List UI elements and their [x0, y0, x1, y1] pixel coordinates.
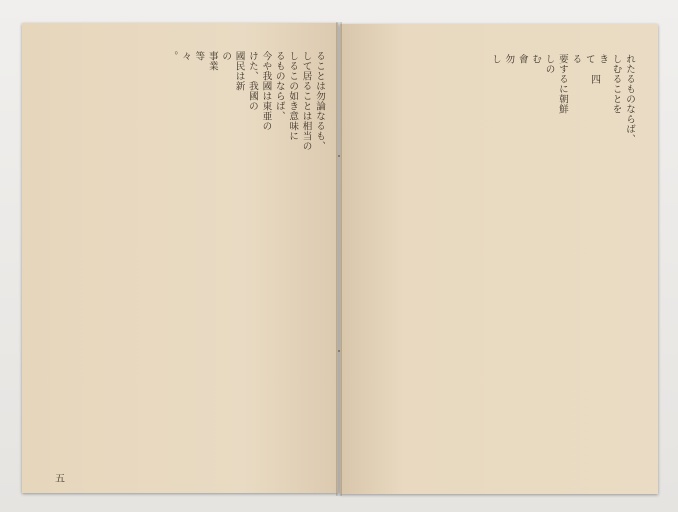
staple-hole	[338, 350, 340, 352]
right-page	[340, 24, 658, 494]
text-line: し	[489, 54, 501, 64]
text-line: ることは勿論なるも、	[314, 51, 325, 151]
text-line: る	[570, 54, 582, 64]
page-number: 四	[591, 75, 601, 86]
left-page-text	[36, 51, 326, 461]
left-page	[22, 23, 338, 493]
page-number: 五	[55, 474, 65, 485]
right-page-text	[354, 54, 636, 464]
text-line: 等	[193, 51, 205, 61]
text-line: む	[530, 54, 542, 64]
text-line: き	[597, 54, 609, 64]
text-line: 事業	[206, 51, 218, 71]
text-line: 要するに朝鮮	[556, 54, 568, 114]
text-line: して居ることは相当の	[300, 51, 312, 151]
staple-hole	[338, 155, 340, 157]
book-gutter	[336, 22, 342, 496]
text-line: 今や我國は東亜の	[260, 51, 272, 131]
text-line: しの	[543, 54, 555, 74]
text-line: て	[583, 54, 595, 64]
text-line: 々	[179, 51, 191, 61]
text-line: 。	[166, 51, 178, 61]
text-line: の	[220, 51, 232, 61]
text-line: るものならば、	[273, 51, 285, 121]
text-line: 國民は新	[233, 51, 245, 91]
text-line: れたるものならば、	[624, 54, 635, 144]
text-line: 會	[516, 54, 528, 64]
text-line: しむることを	[610, 54, 622, 114]
text-line: けた、我國の	[246, 51, 258, 111]
text-line: 勿	[503, 54, 515, 64]
text-line: しるこの如き意味に	[287, 51, 299, 141]
